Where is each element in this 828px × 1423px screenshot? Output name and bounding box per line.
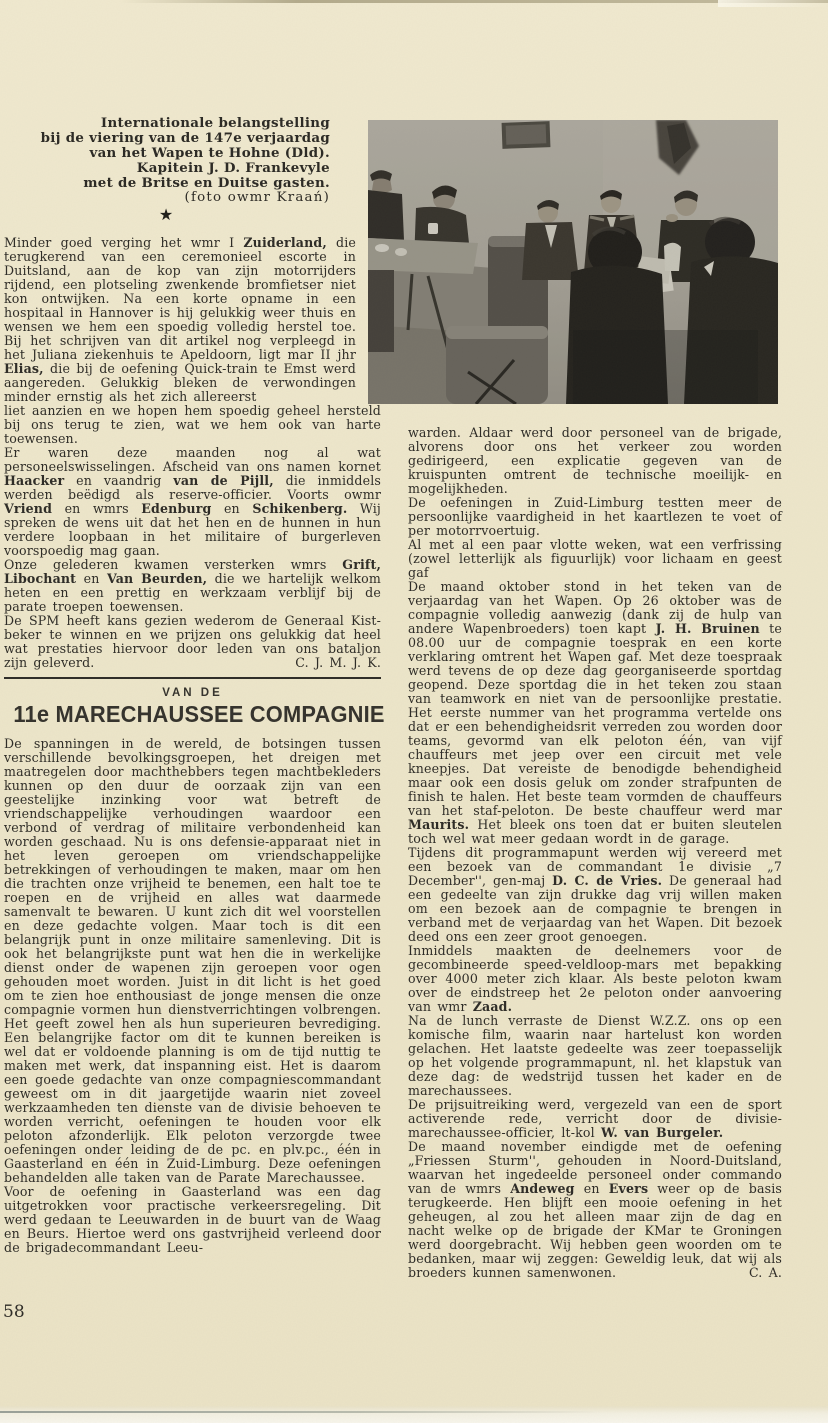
text-run: die bij de oefening Quick-train te Emst werd aangereden. Gelukkig bleken de verwondingen minder ernstig als het zich allereerst	[4, 361, 356, 404]
bold-name: van de Pijll,	[173, 473, 274, 488]
star-icon: ★	[158, 205, 174, 224]
paragraph	[408, 426, 782, 496]
bold-name: D. C. de Vries.	[552, 873, 663, 888]
photo-caption	[2, 116, 330, 205]
text-run: Het bleek ons toen dat er buiten sleutelen toch wel wat meer gedaan wordt in de garage.	[408, 817, 782, 846]
bold-name: Zuiderland,	[243, 235, 327, 250]
text-run: De SPM heeft kans gezien wederom de Generaal Kist-beker te winnen en we prijzen ons gelukkig dat heel wat prestaties hiervoor door leden van ons bataljon zijn geleverd.	[4, 613, 381, 670]
text-run: Voor de oefening in Gaasterland was een dag uitgetrokken voor practische verkeersregeling. Dit werd gedaan te Leeuwarden in de buurt van de Waag en Beurs. Hiertoe werd ons gastvrijheid verleend door de brigadecommandant Leeu-	[4, 1184, 381, 1255]
article-lead-narrow	[4, 236, 356, 404]
bold-name: Schikenberg.	[252, 501, 348, 516]
text-run: te 08.00 uur de compagnie toesprak en een korte verklaring omtrent het Wapen gaf. Met deze toespraak werd tevens de op deze dag georganiseerde sportdag geopend. Deze sportdag die in het teken zou staan van teamwork en niet van de persoonlijke prestatie. Het eerste nummer van het programma vertelde ons dat er een behendigheidsrit verreden zou worden door teams, gevormd van elk peloton één, van vijf chauffeurs met jeep over een circuit met vele kneepjes. Dat vereiste de benodigde behendigheid maar ook een dosis geluk om zonder strafpunten de finish te halen. Het beste team vormden de chauffeurs van het staf-peloton. De beste chauffeur werd mar	[408, 621, 782, 818]
paragraph	[4, 737, 381, 1185]
text-run: en	[574, 1181, 609, 1196]
photo-credit: (foto owmr Kraań)	[184, 189, 330, 205]
paragraph	[408, 1140, 782, 1280]
text-run: Inmiddels maakten de deelnemers voor de gecombineerde speed-veldloop-mars met bepakking over 4000 meter zich klaar. Als beste peloton kwam over de eindstreep het 2e peloton onder aanvoering van wmr	[408, 943, 782, 1014]
text-run: De prijsuitreiking werd, vergezeld van een de sport activerende rede, verricht door de divisie-marechaussee-officier, lt-kol	[408, 1097, 782, 1140]
paragraph	[408, 1014, 782, 1098]
paragraph	[408, 496, 782, 538]
text-run: De oefeningen in Zuid-Limburg testten meer de persoonlijke vaardigheid in het kaartlezen te voet of per motorrvoertuig.	[408, 495, 782, 538]
bold-name: Elias,	[4, 361, 44, 376]
page-number: 58	[3, 1302, 25, 1322]
article-lead-wide	[4, 404, 381, 670]
scan-edge-corner	[718, 0, 828, 7]
bold-name: W. van Burgeler.	[601, 1125, 724, 1140]
paragraph	[4, 558, 381, 614]
text-run: warden. Aldaar werd door personeel van de brigade, alvorens door ons het verkeer zou worden gedirigeerd, een explicatie gegeven van de kruispunten omtrent de technische moeilijk- en mogelijkheden.	[408, 425, 782, 496]
caption-line: Kapitein J. D. Frankevyle	[136, 159, 330, 176]
text-run: Onze gelederen kwamen versterken wmrs	[4, 557, 343, 572]
caption-lines	[2, 116, 330, 191]
text-run: en vaandrig	[64, 473, 174, 488]
bold-name: Zaad.	[472, 999, 513, 1014]
bold-name: Andeweg	[510, 1181, 575, 1196]
caption-line: bij de viering van de 147e verjaardag	[40, 129, 330, 146]
paragraph	[408, 580, 782, 846]
right-column	[408, 426, 782, 1280]
text-run: Tijdens dit programmapunt werden wij vereerd met een bezoek van de commandant 1e divisie „7 December'', gen-maj	[408, 845, 782, 888]
bold-name: Vriend	[4, 501, 53, 516]
caption-line: van het Wapen te Hohne (Dld).	[89, 144, 330, 161]
text-run: Al met al een paar vlotte weken, wat een verfrissing (zowel letterlijk als figuurlijk) voor lichaam en geest gaf	[408, 537, 782, 580]
article-body-left	[4, 737, 381, 1255]
text-run: Minder goed verging het wmr I	[4, 235, 244, 250]
photo	[368, 120, 778, 404]
bold-name: Maurits.	[408, 817, 470, 832]
section-title: 11e MARECHAUSSEE COMPAGNIE	[13, 701, 385, 727]
paragraph	[4, 446, 381, 558]
bold-name: Van Beurden,	[106, 571, 208, 586]
text-run: en	[76, 571, 107, 586]
paragraph	[4, 614, 381, 670]
bold-name: J. H. Bruinen	[655, 621, 760, 636]
paragraph	[408, 944, 782, 1014]
text-run: en	[211, 501, 253, 516]
text-run: Na de lunch verraste de Dienst W.Z.Z. ons op een komische film, waarin naar hartelust kon worden gelachen. Het laatste gedeelte was zeer toepasselijk op het volgende programmapunt, nl. het klapstuk van deze dag: de wedstrijd tussen het kader en de marechaussees.	[408, 1013, 782, 1098]
section-kicker: VAN DE	[162, 687, 223, 699]
text-run: Er waren deze maanden nog al wat personeelswisselingen. Afscheid van ons namen kornet	[4, 445, 381, 474]
author-initials: C. J. M. J. K.	[295, 655, 381, 670]
paragraph	[408, 538, 782, 580]
paragraph	[4, 236, 356, 404]
bold-name: Evers	[608, 1181, 649, 1196]
text-run: De maand november eindigde met de oefening „Friessen Sturm'', gehouden in Noord-Duitsland, waarvan het ingedeelde personeel onder commando van de wmrs	[408, 1139, 782, 1196]
text-run: De generaal had een gedeelte van zijn drukke dag vrij willen maken om een bezoek aan de compagnie te brengen in verband met de verjaardag van het Wapen. Dit bezoek deed ons een zeer groot genoegen.	[408, 873, 782, 944]
bold-name: Haacker	[4, 473, 65, 488]
bold-name: Edenburg	[141, 501, 212, 516]
bold-name: Grift, Libochant	[4, 557, 381, 586]
caption-line: met de Britse en Duitse gasten.	[83, 174, 330, 191]
text-run: Wij spreken de wens uit dat het hen en de hunnen in hun verdere loopbaan in het militaire of burgerleven voorspoedig mag gaan.	[4, 501, 381, 558]
text-run: die we hartelijk welkom heten en een prettig en werkzaam verblijf bij de parate troepen toewensen.	[4, 571, 381, 614]
scan-edge-bottom-line	[0, 1411, 600, 1413]
paragraph	[408, 846, 782, 944]
text-run: en wmrs	[52, 501, 142, 516]
paragraph	[4, 1185, 381, 1255]
photo-illustration	[368, 120, 778, 404]
text-run: De spanningen in de wereld, de botsingen tussen verschillende bevolkingsgroepen, het dreigen met maatregelen door machthebbers tegen machtbekleders kunnen op den duur de oorzaak zijn van een geestelijke inzinking voor wat betreft de vriendschappelijke verhoudingen waardoor een verbond of verdrag of militaire verbondenheid kan worden geschaad. Nu is ons defensie-apparaat niet in het leven geroepen om vriendschappelijke betrekkingen of verhoudingen te maken, maar om hen die trachten onze vrijheid te benemen, een halt toe te roepen en de vrijheid en alles wat daarmede samenvalt te bewaren. U kunt zich dit wel voorstellen en deze gedachte volgen. Maar toch is dit een belangrijk punt in onze militaire samenleving. Dit is ook het belangrijkste punt wat hen die in werkelijke dienst onder de wapenen zijn geroepen voor ogen gehouden moet worden. Juist in dit licht is het goed om te zien hoe enthousiast de jonge mensen die onze compagnie vormen hun dienstverrichtingen volbrengen. Het geeft zowel hen als hun superieuren bevrediging. Een belangrijke factor om dit te kunnen bereiken is wel dat er voldoende planning is om de tijd nuttig te maken met werk, dat inspanning eist. Het is daarom een goede gedachte van onze compagniescommandant geweest om in dit jaargetijde waarin niet zoveel werkzaamheden ten dienste van de divisie behoeven te worden verricht, oefeningen te houden voor elk peloton afzonderlijk. Elk peloton verzorgde twee oefeningen onder leiding de de pc. en plv.pc., één in Gaasterland en één in Zuid-Limburg. Deze oefeningen behandelden alle taken van de Parate Marechaussee.	[4, 736, 381, 1185]
left-column	[4, 235, 385, 1255]
paragraph	[408, 1098, 782, 1140]
text-run: die terugkerend van een ceremonieel escorte in Duitsland, aan de kop van zijn motorrijders rijdend, een plotseling zwenkende bromfietser niet kon ontwijken. Na een korte opname in een hospitaal in Hannover is hij gelukkig weer thuis en wensen we hem een spoedig volledig herstel toe. Bij het schrijven van dit artikel nog verpleegd in het Juliana ziekenhuis te Apeldoorn, ligt mar II jhr	[4, 235, 357, 362]
paragraph	[4, 404, 381, 446]
author-initials: C. A.	[748, 1265, 782, 1280]
text-run: De maand oktober stond in het teken van de verjaardag van het Wapen. Op 26 oktober was de compagnie volledig aanwezig (dank zij de hulp van andere Wapenbroeders) toen kapt	[408, 579, 782, 636]
text-run: liet aanzien en we hopen hem spoedig geheel hersteld bij ons terug te zien, wat we hem ook van harte toewensen.	[4, 403, 381, 446]
text-run: weer op de basis terugkeerde. Hen blijft een mooie oefening in het geheugen, al zou het alleen maar zijn de dag en nacht welke op de brigade der KMar te Groningen werd doorgebracht. Wij hebben geen woorden om te bedanken, maar wij zeggen: Geweldig leuk, dat wij als broeders kunnen samenwonen.	[408, 1181, 783, 1280]
text-run: die inmiddels werden beëdigd als reserve-officier. Voorts owmr	[4, 473, 381, 502]
scan-edge-bottom	[0, 1406, 828, 1423]
section-divider-rule	[4, 677, 381, 679]
caption-line: Internationale belangstelling	[100, 115, 330, 131]
